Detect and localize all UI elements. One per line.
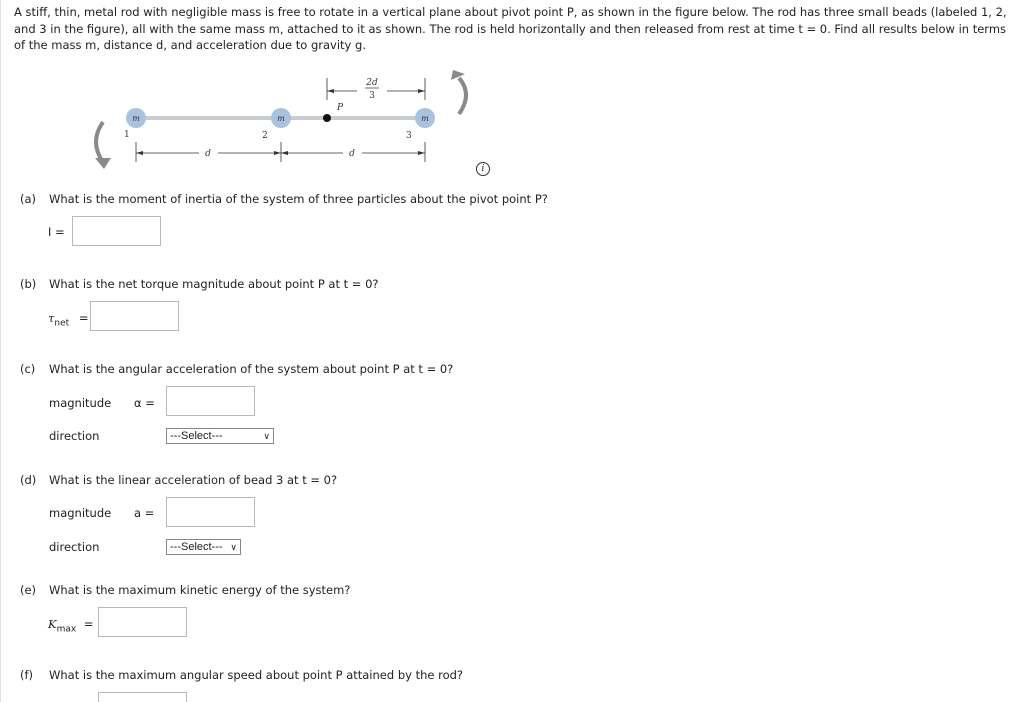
angular-accel-magnitude-input[interactable] [166, 386, 255, 416]
question-c-text: What is the angular acceleration of the system about point P at t = 0? [49, 362, 454, 376]
rod-figure [81, 70, 501, 180]
linear-accel-direction-label: direction [49, 540, 100, 554]
bead-1-label: 1 [124, 130, 130, 140]
distance-label-left: d [205, 149, 211, 159]
question-d-text: What is the linear acceleration of bead 3 at t = 0? [49, 473, 338, 487]
tau-subscript: net [54, 318, 70, 329]
question-a-tag: (a) [20, 192, 37, 206]
rotation-arrow-left [96, 122, 103, 162]
question-a-text: What is the moment of inertia of the system of three particles about the pivot point P? [49, 192, 548, 206]
question-b [20, 277, 379, 291]
question-b-tag: (b) [20, 277, 37, 291]
question-a [20, 192, 548, 206]
bead-3-label: 3 [406, 131, 412, 141]
question-f [20, 668, 463, 682]
pivot-point [323, 114, 331, 122]
linear-accel-direction-value: ---Select--- [170, 541, 223, 553]
angular-accel-direction-value: ---Select--- [170, 430, 223, 442]
rotation-arrow-right [459, 78, 466, 114]
k-subscript: max [56, 624, 77, 635]
moment-of-inertia-input[interactable] [72, 216, 161, 246]
bead-2-mass-label: m [277, 114, 285, 123]
question-e-tag: (e) [20, 583, 37, 597]
tau-symbol: τ [48, 311, 55, 325]
bead-1-mass-label: m [132, 114, 140, 123]
max-angular-speed-input[interactable] [98, 692, 187, 702]
net-torque-label [48, 311, 88, 328]
angular-accel-magnitude-label: magnitude [49, 396, 112, 410]
problem-statement: A stiff, thin, metal rod with negligible mass is free to rotate in a vertical plane about pivot point P, as shown in the figure below. The rod has three small beads (labeled 1, 2, and 3 in the figure), all with the same mass m, attached to it as shown. The rod is held horizontally and then released from rest at time t = 0. Find all results below in terms of the mass m, distance d, and acceleration due to gravity g. [14, 5, 1007, 52]
dimension-numerator: 2d [366, 78, 378, 88]
max-kinetic-energy-label [48, 617, 94, 634]
a-label: a = [134, 506, 155, 520]
question-b-text: What is the net torque magnitude about point P at t = 0? [49, 277, 379, 291]
linear-accel-direction-select[interactable] [166, 539, 241, 555]
pivot-label: P [337, 103, 344, 113]
dimension-denominator: 3 [369, 91, 375, 101]
info-icon[interactable]: i [476, 162, 490, 176]
net-torque-equals: = [78, 311, 89, 325]
question-c-tag: (c) [20, 362, 36, 376]
distance-label-right: d [349, 149, 355, 159]
moment-of-inertia-label: I = [48, 225, 65, 239]
angular-accel-direction-label: direction [49, 429, 100, 443]
chevron-down-icon: ∨ [263, 431, 270, 441]
linear-accel-magnitude-label: magnitude [49, 506, 112, 520]
question-f-text: What is the maximum angular speed about point P attained by the rod? [49, 668, 464, 682]
max-kinetic-energy-equals: = [83, 617, 94, 631]
chevron-down-icon: ∨ [230, 542, 237, 552]
linear-accel-magnitude-input[interactable] [166, 497, 255, 527]
alpha-label: α = [134, 396, 155, 410]
question-c [20, 362, 453, 376]
question-f-tag: (f) [20, 668, 34, 682]
bead-2-label: 2 [262, 131, 268, 141]
question-e-text: What is the maximum kinetic energy of the system? [49, 583, 351, 597]
max-kinetic-energy-input[interactable] [98, 607, 187, 637]
question-d [20, 473, 337, 487]
bead-3-mass-label: m [421, 114, 429, 123]
k-symbol: K [48, 617, 57, 631]
question-e [20, 583, 350, 597]
net-torque-input[interactable] [90, 301, 179, 331]
question-d-tag: (d) [20, 473, 37, 487]
angular-accel-direction-select[interactable] [166, 428, 274, 444]
